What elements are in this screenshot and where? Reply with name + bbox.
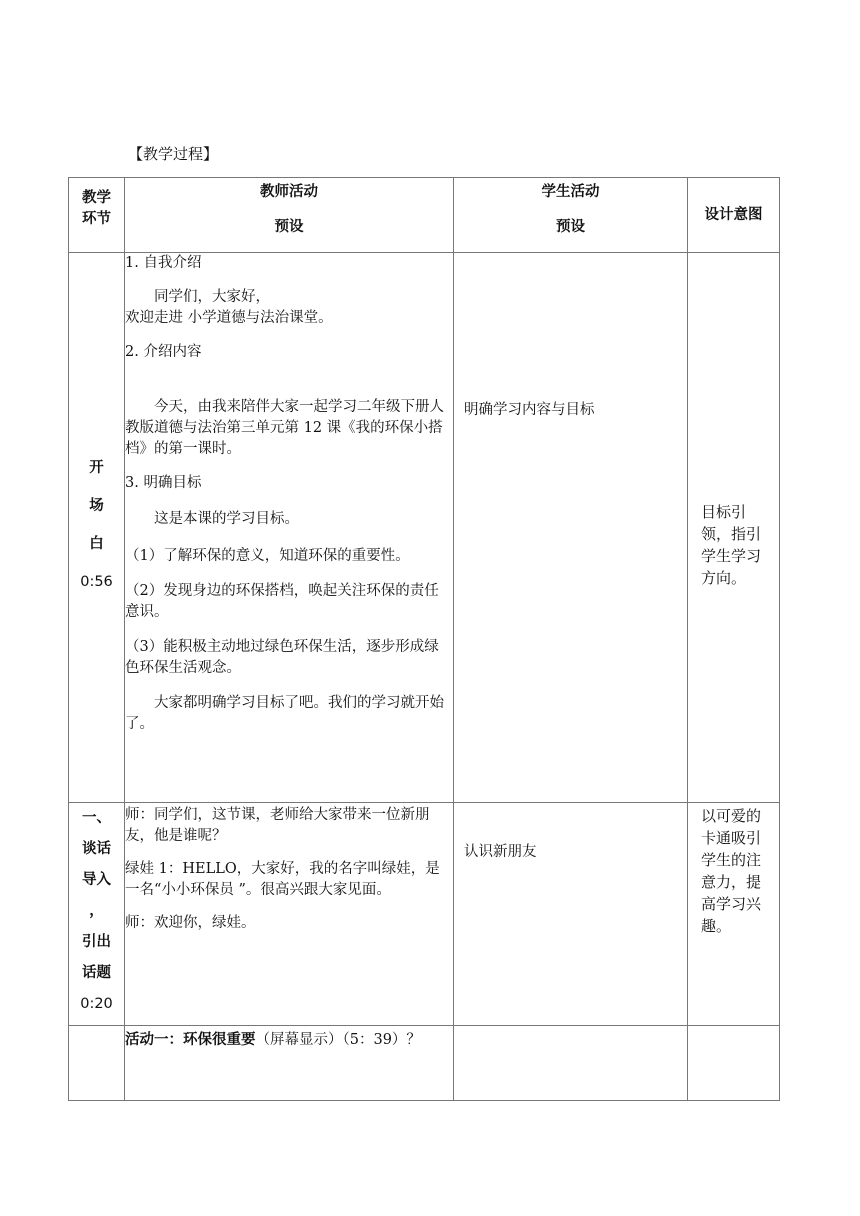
student-activity-intro: 认识新朋友 [454, 803, 688, 1026]
section-heading: 【教学过程】 [128, 145, 219, 163]
activity-one-title: 活动一：环保很重要 [125, 1032, 256, 1048]
step-content-title: 2. 介绍内容 [125, 344, 202, 360]
design-intent-activity-one [688, 1026, 780, 1101]
table-row-opening [69, 253, 780, 803]
stage-activity-one [69, 1026, 125, 1101]
stage-opening: 开 场 白 0:56 [69, 253, 125, 803]
goal-item: （3）能积极主动地过绿色环保生活，逐步形成绿色环保生活观念。 [125, 639, 439, 676]
teacher-activity-opening: 1. 自我介绍 同学们，大家好， 欢迎走进 小学道德与法治课堂。 2. 介绍内容 今天，由我来陪伴大家一起学习二年级下册人教版道德与法治第三单元第 12 课《我的环保小搭档》的第一课时。 3. 明确目标 这是本课的学习目标。 （1）了解环保的意义，知道环保的重要性。 （2）发现身边的环保搭档，唤起关注环保的责任意识。 （3）能积极主动地过绿色环保生活，逐步形成绿色环保生活观念。 大家都明确学习目标了吧。我们的学习就开始了。 [125, 253, 454, 803]
lesson-process-table [68, 177, 780, 1101]
table-row-intro [69, 803, 780, 1026]
teacher-activity-intro: 师：同学们，这节课，老师给大家带来一位新朋友，他是谁呢？ 绿娃 1：HELLO，大家好，我的名字叫绿娃，是一名“小小环保员 ”。很高兴跟大家见面。 师：欢迎你，绿娃。 [125, 803, 454, 1026]
step-self-intro-title: 1. 自我介绍 [125, 255, 202, 271]
design-intent-intro: 以可爱的卡通吸引学生的注意力，提高学习兴趣。 [688, 803, 780, 1026]
goal-item: （1）了解环保的意义，知道环保的重要性。 [125, 548, 410, 564]
table-row-activity-one [69, 1026, 780, 1101]
student-activity-opening: 明确学习内容与目标 [454, 253, 688, 803]
header-student: 学生活动 预设 [454, 178, 688, 253]
step-goals-title: 3. 明确目标 [125, 475, 202, 491]
header-teacher: 教师活动 预设 [125, 178, 454, 253]
student-activity-one [454, 1026, 688, 1101]
table-header-row [69, 178, 780, 253]
goal-item: （2）发现身边的环保搭档，唤起关注环保的责任意识。 [125, 583, 439, 620]
header-intent: 设计意图 [688, 178, 780, 253]
design-intent-opening: 目标引领，指引学生学习方向。 [688, 253, 780, 803]
stage-intro: 一、 谈话 导入 ， 引出 话题 0:20 [69, 803, 125, 1026]
teacher-activity-one: 活动一：环保很重要（屏幕显示）（5：39）？ [125, 1026, 454, 1101]
header-stage: 教学 环节 [69, 178, 125, 253]
